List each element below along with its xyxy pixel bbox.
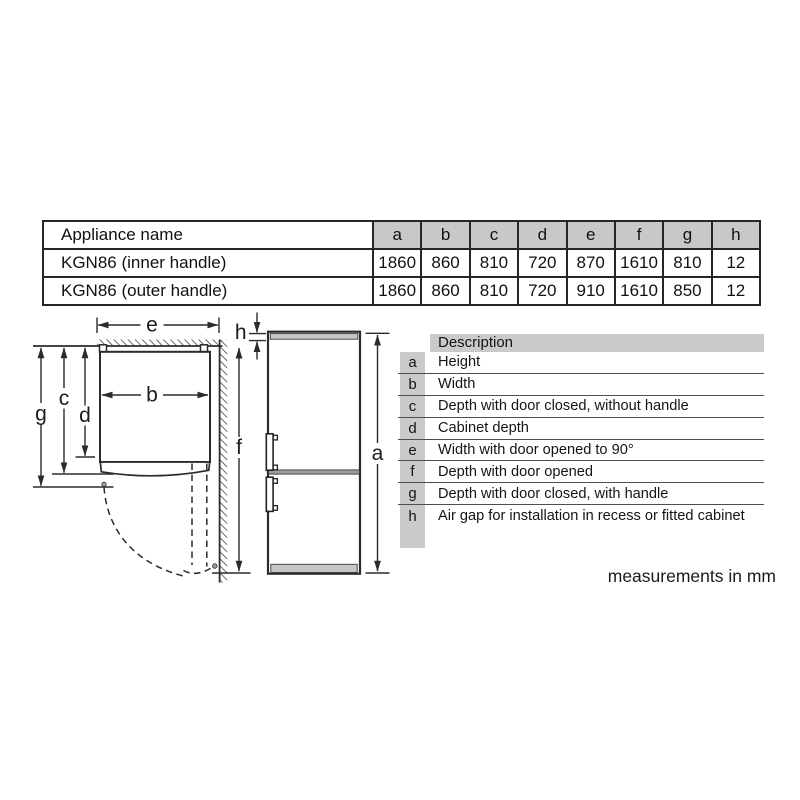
door-swing-arc <box>104 487 185 577</box>
value-c: 810 <box>470 249 518 277</box>
model-name: KGN86 (inner handle) <box>43 249 373 277</box>
door-divider <box>269 470 360 474</box>
legend-description: Depth with door opened <box>438 463 593 480</box>
handle-dot <box>102 482 107 487</box>
units-caption: measurements in mm <box>607 566 776 586</box>
door-closed <box>100 462 209 476</box>
legend-description: Height <box>438 354 481 371</box>
dim-label-f: f <box>236 436 242 459</box>
dimension-diagram <box>0 300 400 600</box>
dim-label-d: d <box>79 404 91 427</box>
dim-label-h: h <box>234 321 247 344</box>
dim-label-e: e <box>146 313 158 337</box>
legend-description: Width with door opened to 90° <box>438 442 634 458</box>
value-a: 1860 <box>373 277 421 305</box>
legend-table <box>398 334 764 548</box>
legend-row-d <box>398 418 764 440</box>
spec-header-appliance-name: Appliance name <box>43 221 373 249</box>
dim-f <box>212 348 251 573</box>
value-d: 720 <box>518 277 566 305</box>
value-d: 720 <box>518 249 566 277</box>
legend-key: c <box>400 396 425 417</box>
hinge-block-left <box>100 345 107 352</box>
col-header-c: c <box>470 221 518 249</box>
legend-row-g <box>398 483 764 505</box>
col-header-g: g <box>663 221 711 249</box>
value-c: 810 <box>470 277 518 305</box>
value-f: 1610 <box>615 277 663 305</box>
hinge-dot <box>213 564 218 569</box>
dim-label-c: c <box>58 386 70 410</box>
legend-row-f <box>398 461 764 483</box>
front-view <box>266 332 360 574</box>
dim-label-g: g <box>35 402 47 426</box>
dim-h <box>249 313 266 360</box>
table-row <box>43 249 760 277</box>
door-open-dashed <box>184 464 213 574</box>
legend-description: Width <box>438 376 476 393</box>
value-g: 850 <box>663 277 711 305</box>
appliance-body <box>268 332 360 574</box>
plinth <box>271 564 357 572</box>
legend-row-c <box>398 396 764 418</box>
value-e: 910 <box>567 277 615 305</box>
dim-label-b: b <box>146 383 158 407</box>
col-header-h: h <box>712 221 760 249</box>
col-header-f: f <box>615 221 663 249</box>
legend-row-e <box>398 440 764 462</box>
top-strip <box>270 334 358 340</box>
legend-key: b <box>400 374 425 395</box>
hinge-block-right <box>201 345 208 352</box>
spec-table <box>42 220 761 306</box>
dim-d <box>76 348 96 457</box>
col-header-d: d <box>518 221 566 249</box>
legend-key: g <box>400 483 425 504</box>
value-e: 870 <box>567 249 615 277</box>
legend-key: d <box>400 418 425 439</box>
value-a: 1860 <box>373 249 421 277</box>
col-header-b: b <box>421 221 469 249</box>
legend-row-b <box>398 374 764 396</box>
legend-header-row <box>398 334 764 352</box>
wall-top <box>33 340 223 347</box>
col-header-e: e <box>567 221 615 249</box>
col-header-a: a <box>373 221 421 249</box>
legend-row-a <box>398 352 764 374</box>
legend-key: h <box>400 505 425 527</box>
legend-description: Depth with door closed, with handle <box>438 485 669 502</box>
legend-description: Depth with door closed, without handle <box>438 398 689 415</box>
value-b: 860 <box>421 277 469 305</box>
legend-description: Cabinet depth <box>438 420 529 437</box>
legend-key: a <box>400 352 425 373</box>
value-h: 12 <box>712 277 760 305</box>
value-h: 12 <box>712 249 760 277</box>
legend-row-h <box>398 505 764 527</box>
legend-description: Air gap for installation in recess or fitted cabinet <box>438 508 745 525</box>
legend-key-column-stub <box>400 527 425 548</box>
dim-e <box>97 318 219 334</box>
cabinet-outline <box>100 352 210 462</box>
dim-label-a: a <box>371 442 384 465</box>
legend-header: Description <box>430 334 764 352</box>
model-name: KGN86 (outer handle) <box>43 277 373 305</box>
legend-key: f <box>400 461 425 482</box>
spec-header-row <box>43 221 760 249</box>
value-f: 1610 <box>615 249 663 277</box>
wall-side <box>220 340 228 583</box>
value-g: 810 <box>663 249 711 277</box>
legend-key: e <box>400 440 425 461</box>
value-b: 860 <box>421 249 469 277</box>
